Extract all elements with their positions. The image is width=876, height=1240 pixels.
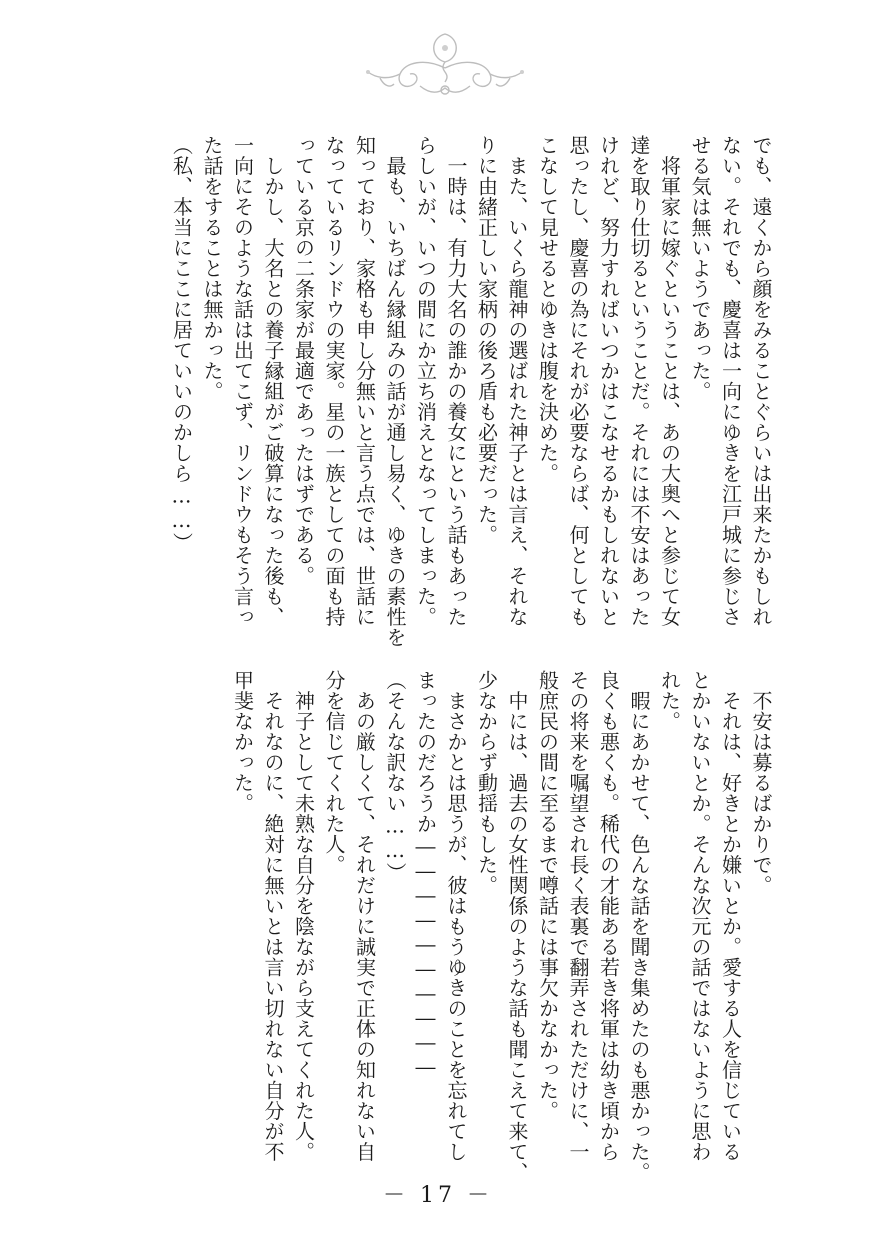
text-line: 暇にあかせて、色んな話を聞き集めたのも悪かった。	[627, 670, 651, 1183]
text-line: でも、遠くから顔をみることぐらいは出来たかもしれ	[749, 135, 773, 627]
text-line: 中には、過去の女性関係のような話も聞こえて来て、	[505, 670, 529, 1183]
text-line: なっているリンドウの実家。星の一族としての面も持	[322, 135, 346, 627]
text-line: それなのに、絶対に無いとは言い切れない自分が不	[261, 670, 285, 1162]
text-line: 少なからず動揺もした。	[474, 670, 499, 896]
text-line: れた。	[657, 670, 682, 732]
text-line: けれど、努力すればいつかはこなせるかもしれないと	[596, 135, 621, 627]
text-line: りに由緒正しい家柄の後ろ盾も必要だった。	[474, 135, 499, 545]
text-line: らしいが、いつの間にか立ち消えとなってしまった。	[413, 135, 438, 627]
text-line: た話をすることは無かった。	[200, 135, 224, 402]
ornament-flourish-icon	[360, 28, 530, 106]
text-line: （私、本当にここに居ていいのかしら……）	[169, 135, 194, 553]
text-line: まったのだろうか――――――――――	[413, 670, 438, 1079]
lower-text-block	[227, 670, 776, 1183]
text-line: それは、好きとか嫌いとか。愛する人を信じている	[718, 670, 743, 1162]
text-line: ない。それでも、慶喜は一向にゆきを江戸城に参じさ	[718, 135, 743, 627]
text-line: しかし、大名との養子縁組がご破算になった後も、	[261, 135, 285, 627]
text-line: 思ったし、慶喜の為にそれが必要ならば、何としても	[566, 135, 590, 627]
text-line: 良くも悪くも。稀代の才能ある若き将軍は幼き頃から	[596, 670, 621, 1162]
text-line: 最も、いちばん縁組みの話が通し易く、ゆきの素性を	[383, 135, 407, 648]
text-line: 知っており、家格も申し分無いと言う点では、世話に	[352, 135, 377, 627]
text-line: あの厳しくて、それだけに誠実で正体の知れない自	[352, 670, 377, 1162]
text-line: 神子として未熟な自分を陰ながら支えてくれた人。	[291, 670, 316, 1162]
text-line: 分を信じてくれた人。	[322, 670, 346, 875]
text-line: （そんな訳ない……）	[383, 670, 407, 883]
text-line: 甲斐なかった。	[230, 670, 255, 814]
text-line: まさかとは思うが、彼はもうゆきのことを忘れてし	[444, 670, 468, 1162]
upper-text-block	[166, 135, 776, 655]
text-line: こなして見せるとゆきは腹を決めた。	[535, 135, 560, 484]
text-line: その将来を嘱望され長く表裏で翻弄されただけに、一	[566, 670, 590, 1162]
text-line: 一時は、有力大名の誰かの養女にという話もあった	[444, 135, 468, 627]
text-line: 達を取り仕切るということだ。それには不安はあった	[627, 135, 651, 627]
text-line: 不安は募るばかりで。	[749, 670, 773, 896]
page-number: － 17 －	[383, 1183, 493, 1208]
text-line: 般庶民の間に至るまで噂話には事欠かなかった。	[535, 670, 560, 1121]
text-line: また、いくら龍神の選ばれた神子とは言え、それな	[505, 135, 529, 627]
text-line: とかいないとか。そんな次元の話ではないように思わ	[688, 670, 712, 1162]
text-line: っている京の二条家が最適であったはずである。	[291, 135, 316, 586]
text-line: 一向にそのような話は出てこず、リンドウもそう言っ	[230, 135, 255, 627]
decorative-ornament	[360, 28, 530, 106]
text-line: 将軍家に嫁ぐということは、あの大奥へと参じて女	[657, 135, 682, 627]
text-line: せる気は無いようであった。	[688, 135, 712, 402]
